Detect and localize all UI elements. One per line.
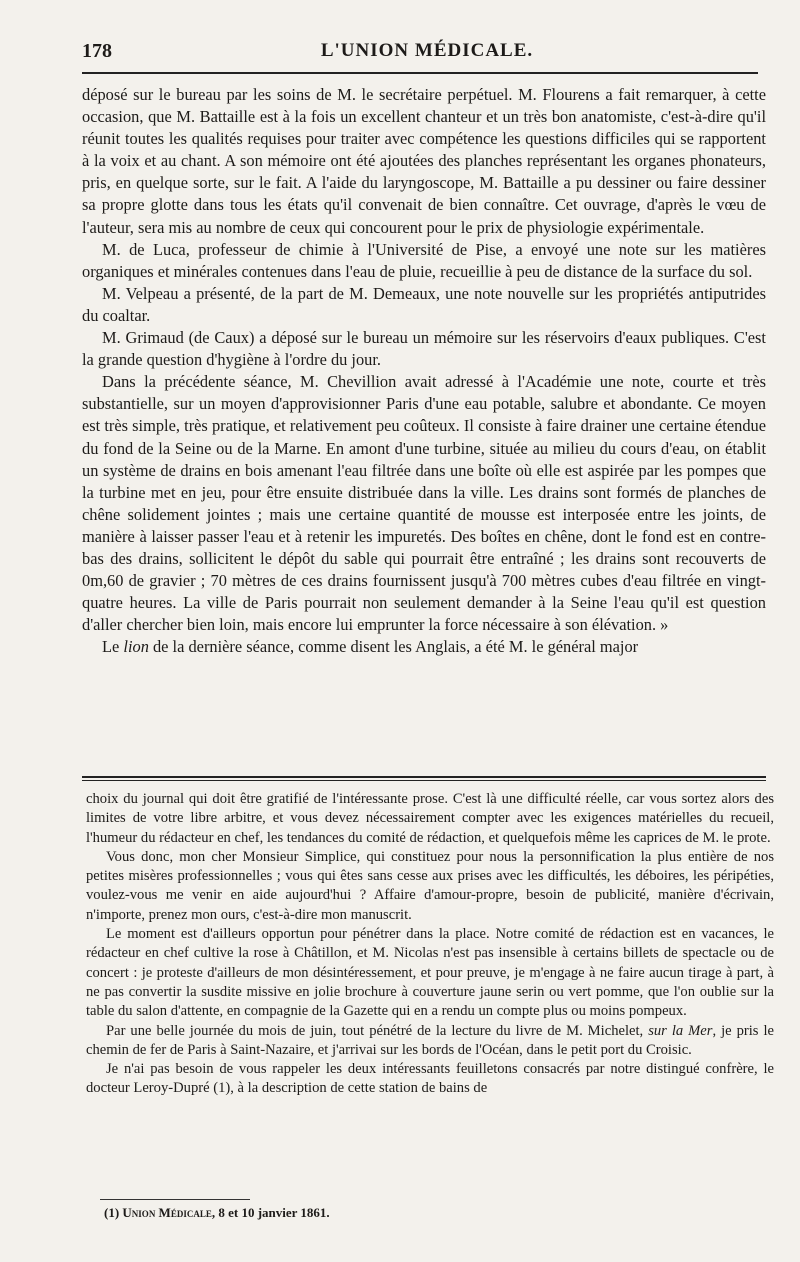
paragraph-chevillion: Dans la précédente séance, M. Chevillion avait adressé à l'Académie une note, courte et très substantielle, sur un moyen d'approvisionner Paris d'une eau potable, salubre et abondante. Ce moyen est très simple, très pratique, et relativement peu coûteux. Il consiste à faire drainer une certaine étendue du fond de la Seine ou de la Marne. En amont d'une turbine, située au milieu du cours d'eau, on établit un système de drains en bois amenant l'eau filtrée dans une boîte où elle est aspirée par les pompes que la turbine met en jeu, pour être ensuite distribuée dans la ville. Les drains sont formés de planches de chêne solidement jointes ; mais une certaine quantité de mousse est interposée entre les joints, de manière à laisser passer l'eau et à retenir les impuretés. Des boîtes en chêne, dont le fond est en contre-bas des drains, sollicitent le dépôt du sable qui pourrait être entraîné ; les drains sont recouverts de 0m,60 de gravier ; 70 mètres de ces drains fournissent jusqu'à 700 mètres cubes d'eau filtrée en vingt-quatre heures. La ville de Paris pourrait non seulement demander à la Seine l'eau qu'il est question d'aller chercher bien loin, mais encore lui emprunter la force nécessaire à son élévation. » <box>82 372 766 635</box>
header-rule <box>82 72 758 74</box>
feuilleton-paragraph: Le moment est d'ailleurs opportun pour pénétrer dans la place. Notre comité de rédaction est en vacances, le rédacteur en chef cultive la rose à Châtillon, et M. Nicolas n'est pas insensible à certains billets de spectacle ou de concert : je proteste d'ailleurs de mon désintéressement, et pour preuve, je m'engage à ne faire aucun tirage à part, à ne pas convertir la susdite missive en jolie brochure à couverture jaune serin ou vert pomme, que l'on oublie sur la table du salon d'attente, en compagnie de la Gazette qui en a rendu un compte plus ou moins pompeux. <box>86 926 774 1020</box>
text-span: Par une belle journée du mois de juin, tout pénétré de la lecture du livre de M. Michelet, <box>106 1022 649 1039</box>
paragraph-grimaud: M. Grimaud (de Caux) a déposé sur le bureau un mémoire sur les réservoirs d'eaux publiques. C'est la grande question d'hygiène à l'ordre du jour. <box>82 328 766 370</box>
footnote <box>104 1204 664 1221</box>
feuilleton-paragraph: choix du journal qui doit être gratifié de l'intéressante prose. C'est là une difficulté réelle, car vous sortez alors des limites de votre libre arbitre, et vous devez nécessairement compter avec les exigences matérielles du recueil, l'humeur du rédacteur en chef, les tendances du comité de rédaction, et quelquefois même les caprices de M. le prote. <box>86 791 774 846</box>
italic-text: lion <box>123 637 149 657</box>
feuilleton-paragraph: Vous donc, mon cher Monsieur Simplice, qui constituez pour nous la personnification la plus entière de nos petites misères professionnelles ; vous qui êtes sans cesse aux prises avec les difficultés, les déboires, les péripéties, voulez-vous me venir en aide aujourd'hui ? Affaire d'amour-propre, besoin de publicité, manière d'écrivain, n'importe, prenez mon ours, c'est-à-dire mon manuscrit. <box>86 848 774 923</box>
paragraph-de-luca: M. de Luca, professeur de chimie à l'Université de Pise, a envoyé une note sur les matières organiques et minérales contenues dans l'eau de pluie, recueillie à peu de distance de la surface du sol. <box>82 239 766 281</box>
footnote-rule <box>100 1199 250 1200</box>
footnote-marker: (1) <box>104 1205 120 1220</box>
feuilleton-separator <box>82 776 766 781</box>
paragraph-velpeau: M. Velpeau a présenté, de la part de M. Demeaux, une note nouvelle sur les propriétés antiputrides du coaltar. <box>82 283 766 325</box>
main-column <box>82 84 766 658</box>
paragraph-lion <box>82 636 766 658</box>
feuilleton-column <box>86 790 774 1099</box>
journal-title: L'UNION MÉDICALE. <box>320 40 534 61</box>
text-span: Le <box>102 637 124 657</box>
feuilleton-paragraph-juin <box>86 1022 774 1061</box>
footnote-text: , 8 et 10 janvier 1861. <box>211 1205 330 1220</box>
page-number: 178 <box>82 40 112 62</box>
text-span: de la dernière séance, comme disent les Anglais, a été M. le général major <box>148 637 639 657</box>
footnote-journal: Union Médicale <box>122 1205 212 1220</box>
italic-text: sur la Mer <box>648 1022 713 1039</box>
feuilleton-paragraph: Je n'ai pas besoin de vous rappeler les deux intéressants feuilletons consacrés par notre distingué confrère, le docteur Leroy-Dupré (1), à la description de cette station de bains de <box>86 1061 774 1097</box>
page-header <box>82 36 772 76</box>
text-span: , je pris le chemin de fer de Paris à Saint-Nazaire, et j'arrivai sur les bords de l'Océan, dans le petit port du Croisic. <box>86 1022 774 1058</box>
paragraph-battaille: déposé sur le bureau par les soins de M. le secrétaire perpétuel. M. Flourens a fait remarquer, à cette occasion, que M. Battaille est à la fois un excellent chanteur et un très bon anatomiste, c'est-à-dire qu'il réunit toutes les qualités requises pour traiter avec compétence les questions difficiles qui se rapportent à la voix et au chant. A son mémoire ont été ajoutées des planches représentant les organes phonateurs, pris, en quelque sorte, sur le fait. A l'aide du laryngoscope, M. Battaille a pu dessiner ou faire dessiner sa propre glotte dans tous les états qu'il convenait de bien connaître. Cet ouvrage, d'après le vœu de l'auteur, sera mis au nombre de ceux qui concourent pour le prix de physiologie expérimentale. <box>82 85 766 237</box>
